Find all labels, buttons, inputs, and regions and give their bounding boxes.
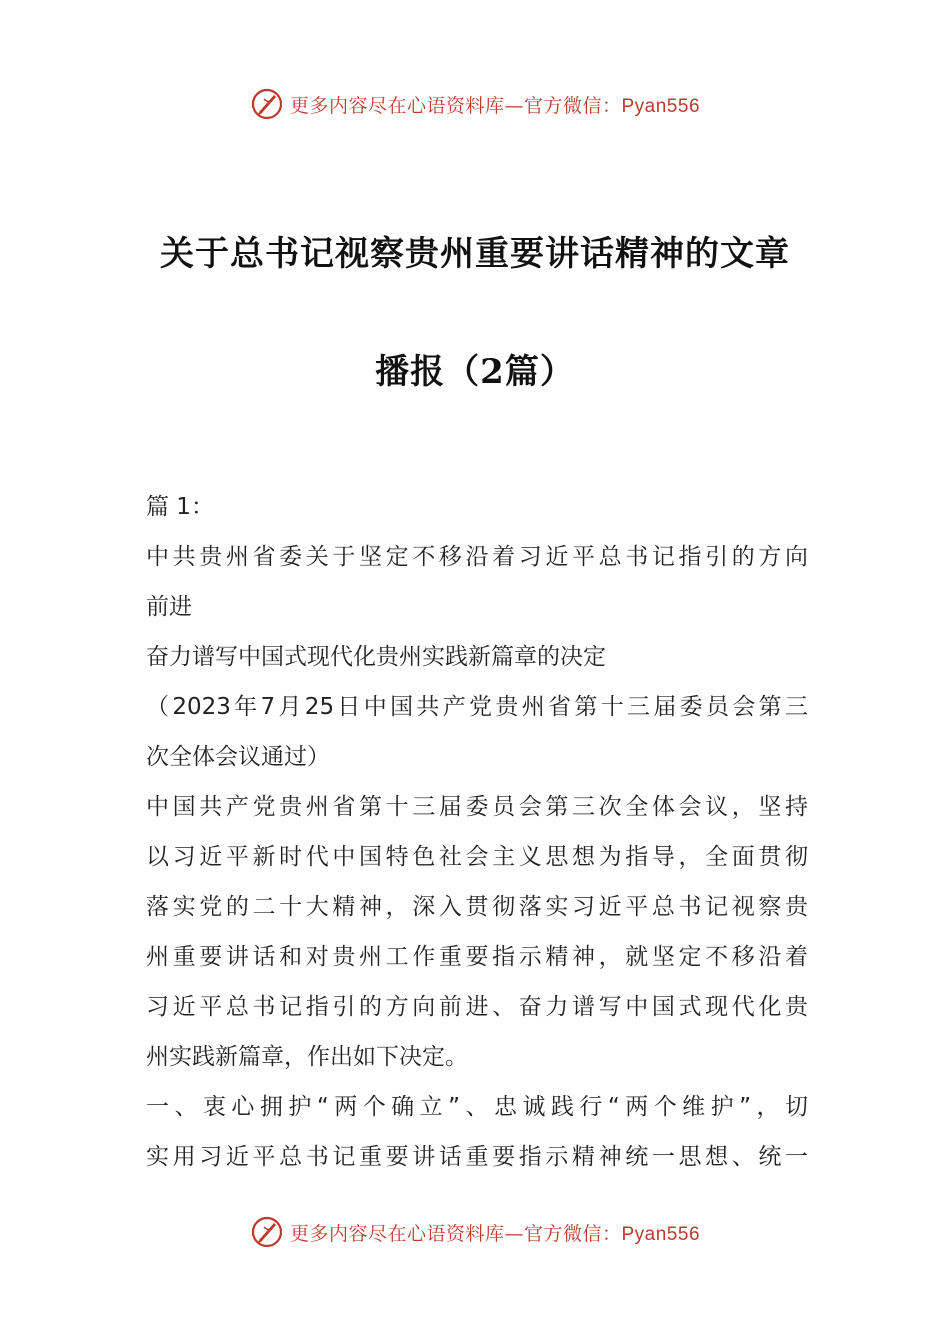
- watermark-wechat-id: Pyan556: [621, 95, 701, 117]
- body-line: 篇 1：: [146, 494, 214, 520]
- body-line: 州实践新篇章，作出如下决定。: [146, 1044, 468, 1070]
- body-line: 奋力谱写中国式现代化贵州实践新篇章的决定: [146, 644, 606, 670]
- body-line: 中共贵州省委关于坚定不移沿着习近平总书记指引的方向: [146, 544, 808, 570]
- body-line: 前进: [146, 594, 192, 620]
- body-line: 次全体会议通过）: [146, 744, 330, 770]
- body-line: 落实党的二十大精神，深入贯彻落实习近平总书记视察贵: [146, 894, 808, 920]
- body-line: 实用习近平总书记重要讲话重要指示精神统一思想、统一: [146, 1144, 808, 1170]
- body-line: 习近平总书记指引的方向前进、奋力谱写中国式现代化贵: [146, 994, 808, 1020]
- watermark-label: 更多内容尽在心语资料库—官方微信：: [289, 1222, 622, 1245]
- document-title-line-1: 关于总书记视察贵州重要讲话精神的文章: [160, 234, 790, 274]
- body-line: 州重要讲话和对贵州工作重要指示精神，就坚定不移沿着: [146, 944, 808, 970]
- body-line: 一、衷心拥护“两个确立”、忠诚践行“两个维护”，切: [146, 1094, 808, 1120]
- body-line: （2023年7月25日中国共产党贵州省第十三届委员会第三: [146, 694, 808, 720]
- quill-logo-icon: [250, 1215, 284, 1249]
- watermark-wechat-id: Pyan556: [621, 1223, 701, 1245]
- body-line: 以习近平新时代中国特色社会主义思想为指导，全面贯彻: [146, 844, 808, 870]
- quill-logo-icon: [250, 87, 284, 121]
- watermark-text: [290, 91, 700, 118]
- document-body: [146, 482, 808, 1182]
- watermark-text: [290, 1219, 700, 1246]
- footer-watermark: [0, 1212, 950, 1252]
- watermark-label: 更多内容尽在心语资料库—官方微信：: [289, 94, 622, 117]
- header-watermark: [0, 84, 950, 124]
- body-line: 中国共产党贵州省第十三届委员会第三次全体会议，坚持: [146, 794, 808, 820]
- document-title-line-2: 播报（2篇）: [375, 352, 575, 392]
